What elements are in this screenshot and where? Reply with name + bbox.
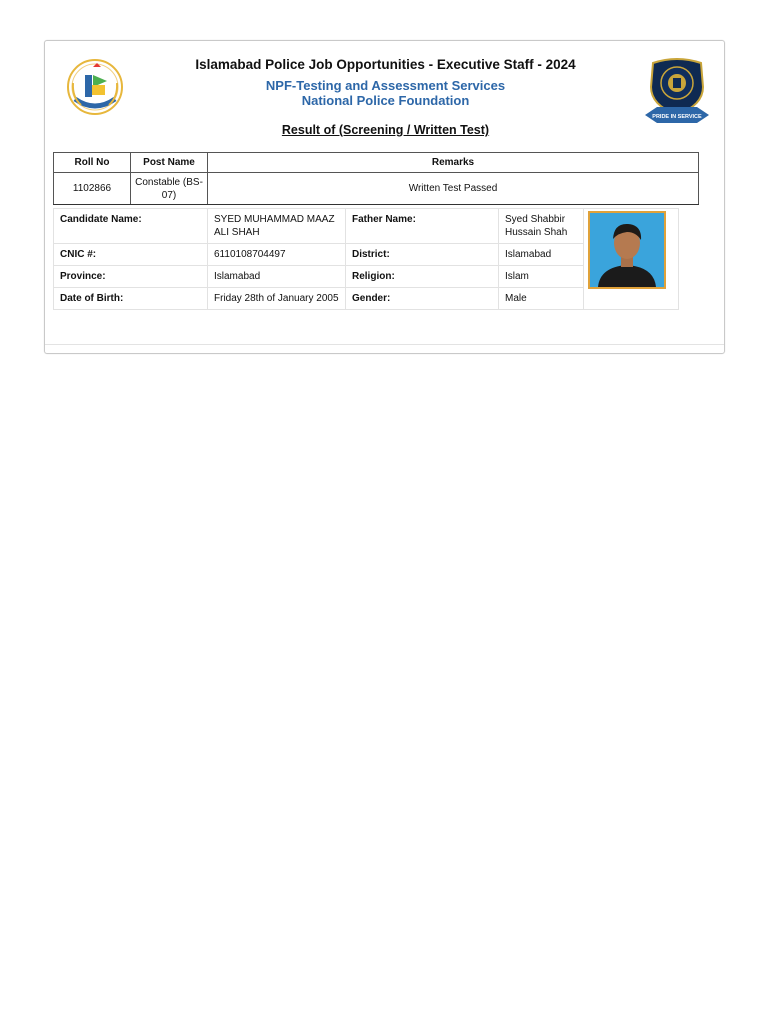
religion-label: Religion: bbox=[346, 266, 499, 288]
province-value: Islamabad bbox=[208, 266, 346, 288]
npf-logo bbox=[63, 55, 127, 119]
table-row bbox=[54, 209, 679, 244]
post-name-value: Constable (BS-07) bbox=[131, 173, 208, 205]
header-remarks: Remarks bbox=[208, 153, 699, 173]
result-heading: Result of (Screening / Written Test) bbox=[281, 123, 490, 137]
dob-label: Date of Birth: bbox=[54, 288, 208, 310]
remarks-value: Written Test Passed bbox=[208, 173, 699, 205]
badge-banner-text: PRIDE IN SERVICE bbox=[652, 114, 702, 120]
cnic-value: 6110108704497 bbox=[208, 244, 346, 266]
islamabad-police-badge bbox=[643, 53, 711, 125]
district-label: District: bbox=[346, 244, 499, 266]
dob-value: Friday 28th of January 2005 bbox=[208, 288, 346, 310]
candidate-photo bbox=[588, 211, 666, 289]
header-roll-no: Roll No bbox=[54, 153, 131, 173]
result-table-header bbox=[54, 153, 699, 173]
organization-subtitle: NPF-Testing and Assessment Services bbox=[265, 78, 506, 93]
police-badge-icon bbox=[643, 53, 711, 125]
gender-label: Gender: bbox=[346, 288, 499, 310]
roll-no-value: 1102866 bbox=[54, 173, 131, 205]
npf-logo-icon bbox=[63, 55, 127, 119]
candidate-info-table bbox=[53, 208, 679, 310]
father-name-value: Syed Shabbir Hussain Shah bbox=[499, 209, 584, 244]
organization-name: National Police Foundation bbox=[301, 93, 470, 108]
province-label: Province: bbox=[54, 266, 208, 288]
father-name-label: Father Name: bbox=[346, 209, 499, 244]
candidate-name-value: SYED MUHAMMAD MAAZ ALI SHAH bbox=[208, 209, 346, 244]
result-card bbox=[44, 40, 725, 354]
photo-cell bbox=[584, 209, 679, 310]
page-header bbox=[145, 57, 626, 108]
cnic-label: CNIC #: bbox=[54, 244, 208, 266]
gender-value: Male bbox=[499, 288, 584, 310]
district-value: Islamabad bbox=[499, 244, 584, 266]
candidate-name-label: Candidate Name: bbox=[54, 209, 208, 244]
divider bbox=[45, 344, 724, 345]
person-photo-icon bbox=[590, 213, 664, 287]
religion-value: Islam bbox=[499, 266, 584, 288]
result-table bbox=[53, 152, 699, 205]
page-title: Islamabad Police Job Opportunities - Executive Staff - 2024 bbox=[195, 57, 576, 72]
table-row bbox=[54, 173, 699, 205]
header-post-name: Post Name bbox=[131, 153, 208, 173]
